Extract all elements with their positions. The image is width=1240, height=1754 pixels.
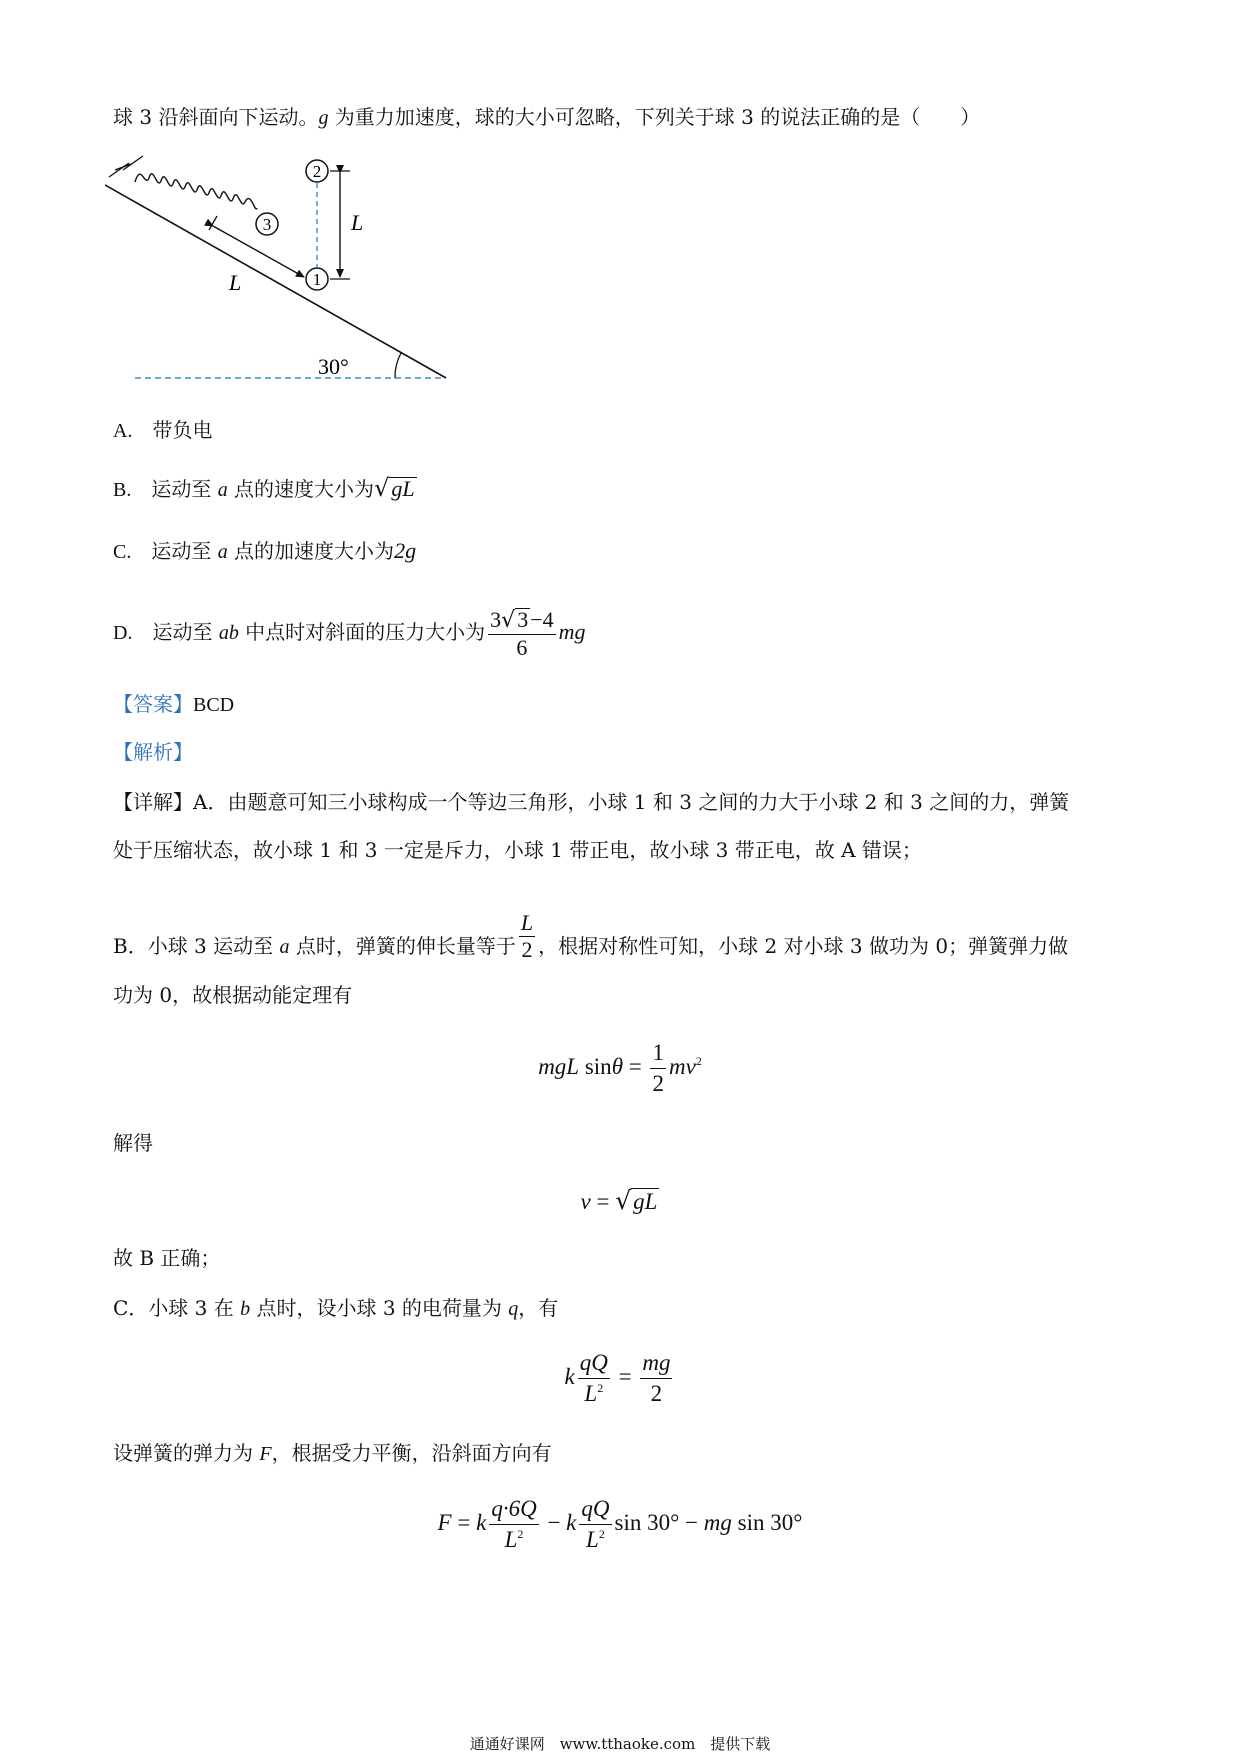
ball-3-label: 3 bbox=[262, 215, 272, 234]
detail-b-line1: B．小球 3 运动至 a 点时，弹簧的伸长量等于 $\frac{L}{2}$ ，根据对称性可知，小球 2 对小球 3 做功为 0；弹簧弹力做 bbox=[113, 910, 1069, 962]
spring bbox=[135, 174, 257, 209]
option-d: D. 运动至 ab 中点时对斜面的压力大小为 $\frac{3√3-4}{6}$ mg bbox=[113, 607, 586, 660]
detail-c-line: C．小球 3 在 b 点时，设小球 3 的电荷量为 q，有 bbox=[113, 1296, 559, 1320]
wall-hatch bbox=[109, 156, 143, 177]
analysis-tag: 【解析】 bbox=[113, 740, 193, 764]
option-a: A. 带负电 bbox=[113, 418, 213, 442]
detail-a-line2: 处于压缩状态，故小球 1 和 3 一定是斥力，小球 1 带正电，故小球 3 带正电，故 A 错误； bbox=[113, 838, 922, 862]
label-L-vertical: L bbox=[351, 210, 364, 235]
incline-figure bbox=[105, 150, 465, 390]
angle-arc bbox=[395, 353, 401, 378]
answer-line bbox=[113, 694, 234, 715]
question-stem: 球 3 沿斜面向下运动。g 为重力加速度，球的大小可忽略，下列关于球 3 的说法正确的是（ ） bbox=[113, 105, 981, 129]
detail-a-line1: 【详解】A．由题意可知三小球构成一个等边三角形，小球 1 和 3 之间的力大于小球 2 和 3 之间的力，弹簧 bbox=[113, 790, 1070, 814]
equation-velocity: v = √gL bbox=[580, 1186, 658, 1215]
option-b: B. 运动至 a 点的速度大小为√gL bbox=[113, 474, 415, 502]
solve-text: 解得 bbox=[113, 1131, 153, 1155]
detail-f-line: 设弹簧的弹力为 F，根据受力平衡，沿斜面方向有 bbox=[113, 1441, 552, 1465]
answer-value: BCD bbox=[193, 694, 235, 716]
angle-label: 30° bbox=[318, 354, 349, 379]
equation-energy: mgL sinθ = $\frac{1}{2}$ $mv^2$ bbox=[538, 1040, 702, 1096]
page-footer: 通通好课网 www.tthaoke.com 提供下载 bbox=[469, 1735, 771, 1753]
detail-b-line2: 功为 0，故根据动能定理有 bbox=[113, 983, 353, 1007]
ball-2-label: 2 bbox=[312, 162, 322, 181]
equation-spring-force: F = k $\frac{q\cdot 6Q}{L^2}$ − k $\frac{qQ}{L^2}$ sin 30° − mg sin 30° bbox=[437, 1496, 803, 1552]
option-c: C. 运动至 a 点的加速度大小为2g bbox=[113, 538, 417, 563]
incline-line bbox=[105, 185, 446, 378]
equation-coulomb: k $\frac{qQ}{L^2}$ = $\frac{mg}{2}$ bbox=[564, 1350, 671, 1406]
slope-dimension-arrow bbox=[213, 226, 304, 277]
ball-1-label: 1 bbox=[312, 270, 322, 289]
label-L-slope: L bbox=[229, 270, 242, 295]
answer-tag: 【答案】 bbox=[113, 692, 193, 716]
b-correct: 故 B 正确； bbox=[113, 1246, 221, 1270]
